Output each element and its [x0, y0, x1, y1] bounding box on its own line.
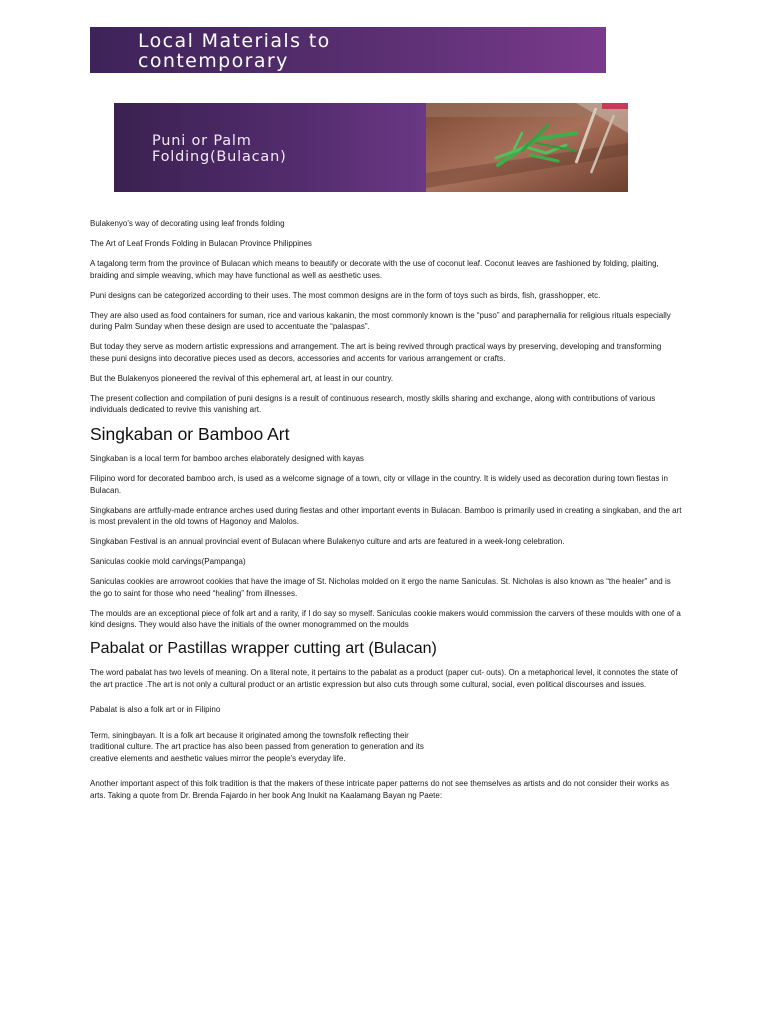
- paragraph: Another important aspect of this folk tradition is that the makers of these intricate paper patterns do not see themselves as artists and do not consider their works as arts. Taking a quote from Dr. Brenda Fajardo in her book Ang Inukit na Kaalamang Bayan ng Paete:: [90, 779, 669, 800]
- paragraph: A tagalong term from the province of Bulacan which means to beautify or decorate with the use of coconut leaf. Coconut leaves are fashioned by folding, plaiting, braiding and simple weaving, which may have functional as well as aesthetic uses.: [90, 259, 659, 280]
- title-banner: [90, 27, 606, 73]
- paragraph: Singkaban Festival is an annual provincial event of Bulacan where Bulakenyo culture and arts are featured in a week-long celebration.: [90, 537, 565, 546]
- banner-title: Local Materials to contemporary: [138, 30, 331, 72]
- article-body: [90, 218, 682, 810]
- paragraph: Filipino word for decorated bamboo arch, is used as a welcome signage of a town, city or village in the country. It is widely used as decoration during town fiestas in Bulacan.: [90, 474, 668, 495]
- paragraph: Term, siningbayan. It is a folk art because it originated among the townsfolk reflecting their traditional culture. The art practice has also been passed from generation to generation and its creative elements and aesthetic values mirror the people’s everyday life.: [90, 730, 424, 763]
- paragraph: Singkaban is a local term for bamboo arches elaborately designed with kayas: [90, 454, 364, 463]
- paragraph: The present collection and compilation of puni designs is a result of continuous research, mostly skills sharing and exchange, along with contributions of various individuals dedicated to revive this vanishing art.: [90, 393, 656, 414]
- hero-slide: [114, 103, 628, 192]
- paragraph: Saniculas cookie mold carvings(Pampanga): [90, 557, 246, 566]
- palm-folding-photo: [426, 103, 628, 192]
- paragraph: The moulds are an exceptional piece of folk art and a rarity, if I do say so myself. Saniculas cookie makers would commission the carvers of these moulds with one of a kind designs. They would also have the initials of the owner monogrammed on the moulds: [90, 608, 681, 629]
- paragraph: The word pabalat has two levels of meaning. On a literal note, it pertains to the pabalat as a product (paper cut- outs). On a metaphorical level, it connotes the state of the art practice .The art is not only a cultural product or an artistic expression but also cuts through some cultural, social, even political discourses and issues.: [90, 668, 678, 689]
- paragraph: But today they serve as modern artistic expressions and arrangement. The art is being revived through practical ways by preserving, developing and transforming these puni designs into decorative pieces used as decors, accessories and accents for various arrangement or crafts.: [90, 342, 662, 363]
- hero-title: Puni or Palm Folding(Bulacan): [152, 133, 287, 165]
- hero-title-panel: [114, 103, 426, 192]
- paragraph: The Art of Leaf Fronds Folding in Bulacan Province Philippines: [90, 239, 312, 248]
- paragraph: Puni designs can be categorized according to their uses. The most common designs are in the form of toys such as birds, fish, grasshopper, etc.: [90, 290, 601, 300]
- paragraph: Singkabans are artfully-made entrance arches used during fiestas and other important events in Bulacan. Bamboo is primarily used in creating a singkaban, and the art is most prevalent in the old towns of Hagonoy and Malolos.: [90, 505, 682, 526]
- paragraph: They are also used as food containers for suman, rice and various kakanin, the most commonly known is the “puso” and paraphernalia for religious rituals especially during Palm Sunday when these design are used to accentuate the “palaspas”.: [90, 310, 671, 331]
- paragraph: But the Bulakenyos pioneered the revival of this ephemeral art, at least in our country.: [90, 373, 394, 383]
- section-heading-pabalat: Pabalat or Pastillas wrapper cutting art (Bulacan): [90, 640, 437, 657]
- paragraph: Bulakenyo's way of decorating using leaf fronds folding: [90, 219, 285, 228]
- paragraph: Pabalat is also a folk art or in Filipino: [90, 705, 221, 714]
- section-heading-singkaban: Singkaban or Bamboo Art: [90, 424, 290, 444]
- paragraph: Saniculas cookies are arrowroot cookies that have the image of St. Nicholas molded on it ergo the name Saniculas. St. Nicholas is also known as “the healer” and is the go to saint for those who need “healing” from illnesses.: [90, 577, 671, 598]
